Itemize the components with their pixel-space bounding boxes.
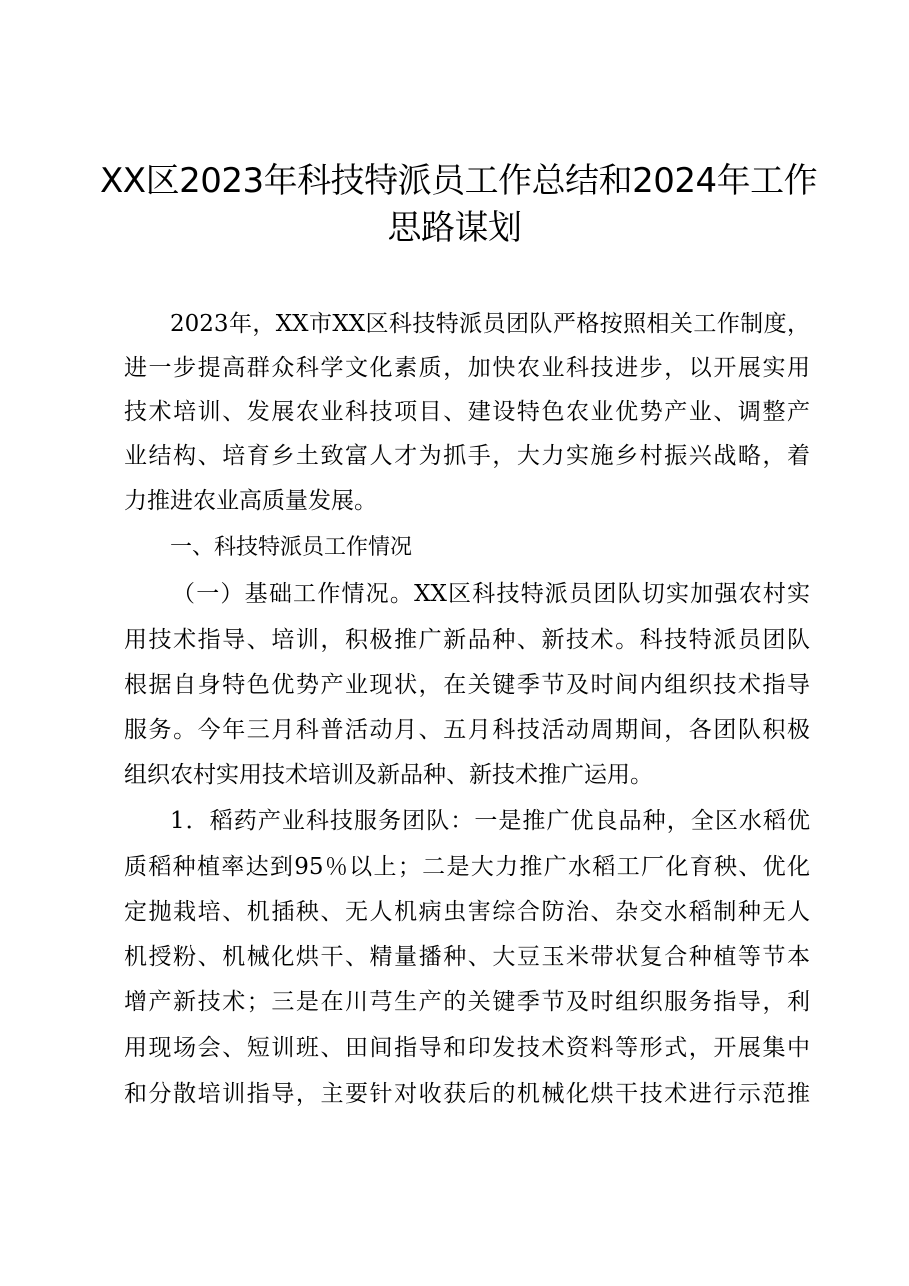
section-heading-1: 一、科技特派员工作情况: [170, 535, 413, 560]
paragraph-3-line-1: 1．稻药产业科技服务团队：一是推广优良品种，全区水稻优: [170, 808, 810, 834]
paragraph-2-line-4: 服务。今年三月科普活动月、五月科技活动周期间，各团队积极: [124, 717, 810, 743]
document-title-line-2: 思路谋划: [387, 208, 522, 248]
paragraph-1-line-4: 业结构、培育乡土致富人才为抓手，大力实施乡村振兴战略，着: [124, 443, 810, 469]
paragraph-3-line-2: 质稻种植率达到95％以上；二是大力推广水稻工厂化育秧、优化: [124, 854, 810, 880]
paragraph-2-line-2: 用技术指导、培训，积极推广新品种、新技术。科技特派员团队: [124, 627, 810, 653]
paragraph-3-line-4: 机授粉、机械化烘干、精量播种、大豆玉米带状复合种植等节本: [124, 944, 810, 970]
paragraph-1-line-5: 力推进农业高质量发展。: [124, 488, 377, 514]
paragraph-1-line-3: 技术培训、发展农业科技项目、建设特色农业优势产业、调整产: [124, 399, 810, 425]
document-title-line-1: XX区2023年科技特派员工作总结和2024年工作: [100, 161, 818, 201]
paragraph-3-line-6: 用现场会、短训班、田间指导和印发技术资料等形式，开展集中: [124, 1035, 810, 1061]
paragraph-3-line-5: 增产新技术；三是在川芎生产的关键季节及时组织服务指导，利: [124, 989, 810, 1015]
paragraph-2-line-3: 根据自身特色优势产业现状，在关键季节及时间内组织技术指导: [124, 672, 810, 698]
paragraph-1-line-2: 进一步提高群众科学文化素质，加快农业科技进步，以开展实用: [124, 355, 810, 381]
paragraph-3-line-7: 和分散培训指导，主要针对收获后的机械化烘干技术进行示范推: [124, 1081, 810, 1107]
paragraph-2-line-1: （一）基础工作情况。XX区科技特派员团队切实加强农村实: [172, 581, 810, 607]
paragraph-1-line-1: 2023年，XX市XX区科技特派员团队严格按照相关工作制度，: [170, 311, 810, 337]
paragraph-2-line-5: 组织农村实用技术培训及新品种、新技术推广运用。: [124, 762, 653, 788]
paragraph-3-line-3: 定抛栽培、机插秧、无人机病虫害综合防治、杂交水稻制种无人: [124, 899, 810, 925]
